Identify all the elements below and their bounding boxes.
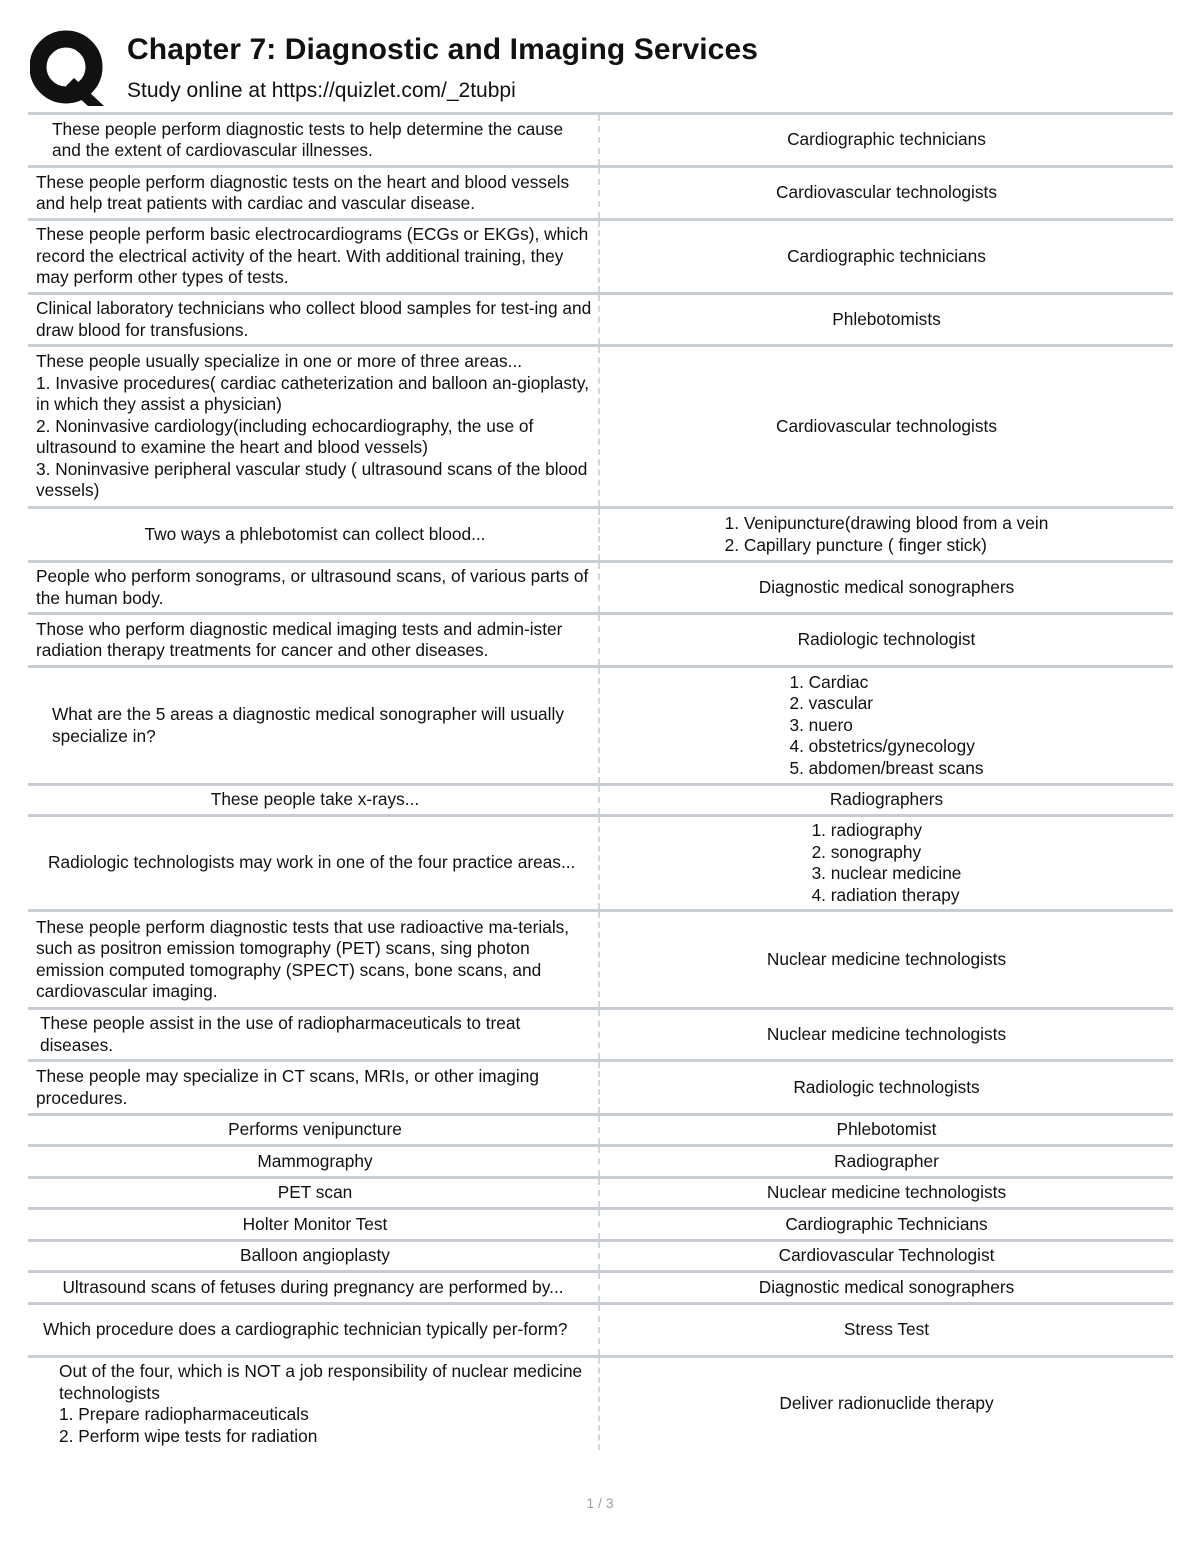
card-definition: Radiographers — [829, 789, 944, 810]
card-row — [28, 612, 1173, 665]
card-definition: Cardiographic technicians — [787, 129, 986, 150]
card-definition: Stress Test — [843, 1319, 930, 1340]
quizlet-logo-icon — [30, 30, 106, 106]
page-number: 1 / 3 — [586, 1495, 614, 1511]
card-row — [28, 292, 1173, 344]
card-term: Ultrasound scans of fetuses during pregnancy are performed by... — [28, 1273, 600, 1302]
card-term: PET scan — [28, 1179, 600, 1207]
card-term: Mammography — [28, 1147, 600, 1176]
card-row — [28, 165, 1173, 218]
card-row — [28, 218, 1173, 292]
flashcard-table — [28, 112, 1173, 1450]
card-definition: Radiographer — [834, 1150, 939, 1171]
card-row — [28, 1007, 1173, 1059]
card-row — [28, 1113, 1173, 1144]
card-definition: Cardiovascular technologists — [776, 415, 997, 436]
card-definition: 1. radiography 2. sonography 3. nuclear medicine 4. radiation therapy — [811, 820, 962, 905]
card-term: These people take x-rays... — [28, 786, 600, 814]
card-definition: Phlebotomist — [836, 1119, 937, 1140]
card-row — [28, 1059, 1173, 1113]
card-row — [28, 909, 1173, 1007]
card-definition: Radiologic technologists — [793, 1076, 980, 1097]
card-row — [28, 506, 1173, 560]
card-row — [28, 112, 1173, 165]
card-term: These people perform basic electrocardiograms (ECGs or EKGs), which record the electrical activity of the heart. With additional training, they may perform other types of tests. — [28, 221, 600, 292]
card-definition: Cardiographic technicians — [787, 245, 986, 266]
card-row — [28, 1302, 1173, 1355]
card-term: Which procedure does a cardiographic technician typically per-form? — [28, 1305, 600, 1355]
card-term: Balloon angioplasty — [28, 1242, 600, 1270]
card-definition: Cardiographic Technicians — [785, 1213, 988, 1234]
card-term: These people may specialize in CT scans, MRIs, or other imaging procedures. — [28, 1062, 600, 1113]
card-definition: Cardiovascular technologists — [776, 182, 997, 203]
card-definition: Cardiovascular Technologist — [778, 1245, 995, 1266]
card-row — [28, 560, 1173, 612]
card-row — [28, 783, 1173, 814]
card-term: Clinical laboratory technicians who collect blood samples for test-ing and draw blood for transfusions. — [28, 295, 600, 344]
card-definition: Phlebotomists — [832, 308, 941, 329]
card-row — [28, 1176, 1173, 1207]
card-row — [28, 344, 1173, 506]
card-term: These people perform diagnostic tests on the heart and blood vessels and help treat patients with cardiac and vascular disease. — [28, 168, 600, 218]
card-definition: Nuclear medicine technologists — [766, 1182, 1007, 1203]
card-term: These people perform diagnostic tests to help determine the cause and the extent of cardiovascular illnesses. — [28, 115, 600, 165]
card-row — [28, 1239, 1173, 1270]
card-row — [28, 1270, 1173, 1302]
card-definition: Nuclear medicine technologists — [766, 948, 1007, 969]
card-term: Radiologic technologists may work in one of the four practice areas... — [28, 817, 600, 909]
card-definition: 1. Cardiac 2. vascular 3. nuero 4. obstetrics/gynecology 5. abdomen/breast scans — [789, 671, 984, 778]
card-row — [28, 665, 1173, 783]
card-term: Out of the four, which is NOT a job responsibility of nuclear medicine technologists 1. Prepare radiopharmaceuticals 2. Perform wipe tests for radiation — [28, 1358, 600, 1450]
card-definition: Diagnostic medical sonographers — [758, 576, 1015, 597]
card-row — [28, 1207, 1173, 1239]
page-title: Chapter 7: Diagnostic and Imaging Services — [127, 33, 759, 66]
card-term: Holter Monitor Test — [28, 1210, 600, 1239]
card-term: Performs venipuncture — [28, 1116, 600, 1144]
study-link[interactable]: Study online at https://quizlet.com/_2tubpi — [127, 79, 516, 102]
card-row — [28, 1144, 1173, 1176]
card-term: People who perform sonograms, or ultrasound scans, of various parts of the human body. — [28, 563, 600, 612]
card-row — [28, 1355, 1173, 1450]
card-term: Two ways a phlebotomist can collect blood... — [28, 509, 600, 560]
card-term: These people usually specialize in one or more of three areas... 1. Invasive procedures( cardiac catheterization and balloon an-gioplasty, in which they assist a physician) 2. Noninvasive cardiology(including echocardiography, the use of ultrasound to examine the heart and blood vessels) 3. Noninvasive peripheral vascular study ( ultrasound scans of the blood vessels) — [28, 347, 600, 506]
card-definition: Radiologic technologist — [797, 629, 976, 650]
card-term: What are the 5 areas a diagnostic medical sonographer will usually specialize in? — [28, 668, 600, 783]
card-term: These people assist in the use of radiopharmaceuticals to treat diseases. — [28, 1010, 600, 1059]
card-term: Those who perform diagnostic medical imaging tests and admin-ister radiation therapy treatments for cancer and other diseases. — [28, 615, 600, 665]
card-row — [28, 814, 1173, 909]
card-term: These people perform diagnostic tests that use radioactive ma-terials, such as positron emission tomography (PET) scans, sing photon emission computed tomography (SPECT) scans, bone scans, and cardiovascular imaging. — [28, 912, 600, 1007]
card-definition: 1. Venipuncture(drawing blood from a vein 2. Capillary puncture ( finger stick) — [724, 513, 1049, 555]
card-definition: Nuclear medicine technologists — [766, 1023, 1007, 1044]
card-definition: Diagnostic medical sonographers — [758, 1276, 1015, 1297]
card-definition: Deliver radionuclide therapy — [779, 1393, 994, 1414]
